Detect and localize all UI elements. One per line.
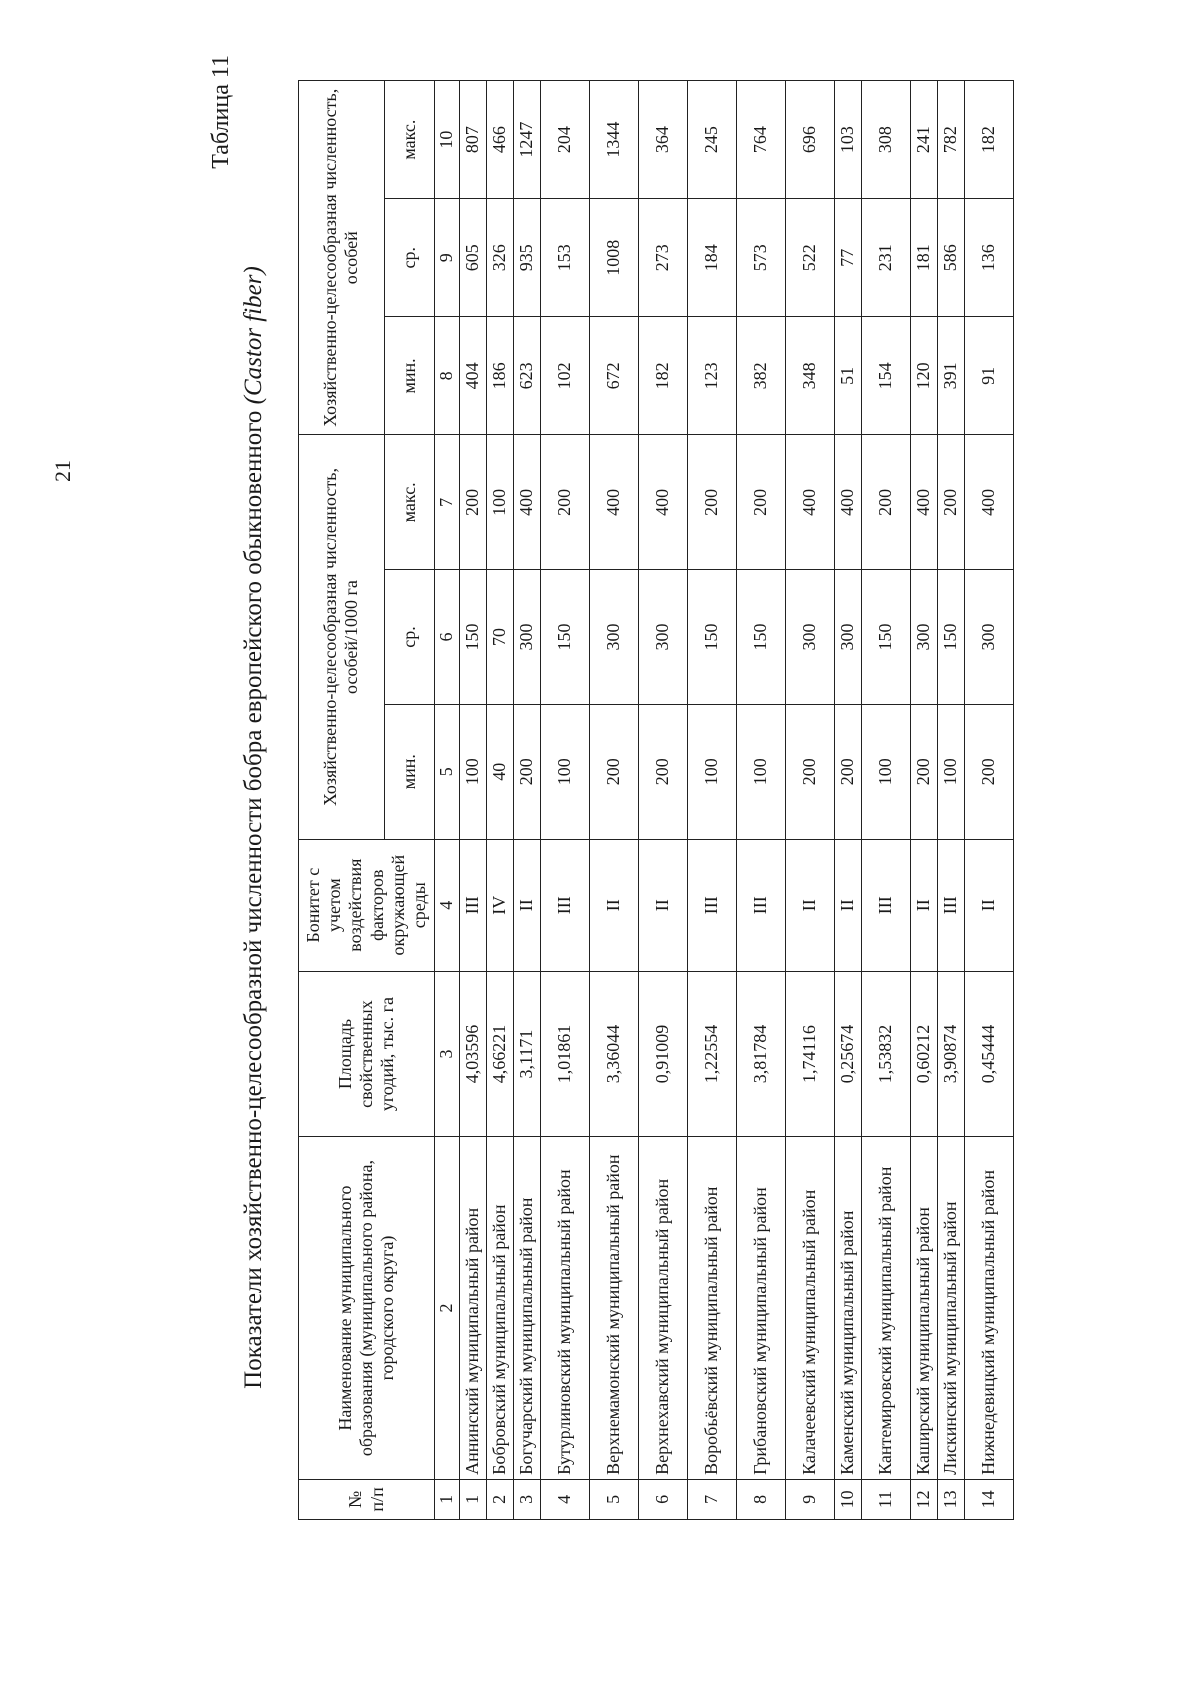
row-number: 4 bbox=[540, 1479, 589, 1519]
area-value: 1,22554 bbox=[687, 971, 736, 1136]
count-min: 91 bbox=[964, 317, 1013, 435]
title-latin: (Castor fiber) bbox=[240, 266, 267, 405]
district-name: Аннинский муниципальный район bbox=[459, 1137, 486, 1480]
row-number: 6 bbox=[638, 1479, 687, 1519]
count-max: 696 bbox=[785, 81, 834, 199]
district-name: Грибановский муниципальный район bbox=[736, 1137, 785, 1480]
column-number: 3 bbox=[435, 971, 459, 1136]
table-title bbox=[240, 55, 268, 1600]
district-name: Каширский муниципальный район bbox=[910, 1137, 937, 1480]
count-min: 391 bbox=[937, 317, 964, 435]
area-value: 3,81784 bbox=[736, 971, 785, 1136]
count-max: 807 bbox=[459, 81, 486, 199]
count-max: 466 bbox=[486, 81, 513, 199]
column-number: 6 bbox=[435, 570, 459, 705]
count-avg: 153 bbox=[540, 199, 589, 317]
district-name: Кантемировский муниципальный район bbox=[861, 1137, 910, 1480]
density-avg: 300 bbox=[513, 570, 540, 705]
density-avg: 150 bbox=[736, 570, 785, 705]
table-row bbox=[459, 81, 486, 1520]
density-avg: 150 bbox=[459, 570, 486, 705]
bonitet-value: III bbox=[687, 839, 736, 971]
density-max: 400 bbox=[589, 435, 638, 570]
count-avg: 586 bbox=[937, 199, 964, 317]
district-name: Каменский муниципальный район bbox=[834, 1137, 861, 1480]
district-name: Воробьёвский муниципальный район bbox=[687, 1137, 736, 1480]
count-max: 204 bbox=[540, 81, 589, 199]
column-number: 5 bbox=[435, 704, 459, 839]
bonitet-value: III bbox=[736, 839, 785, 971]
column-number: 7 bbox=[435, 435, 459, 570]
area-value: 4,03596 bbox=[459, 971, 486, 1136]
count-avg: 1008 bbox=[589, 199, 638, 317]
bonitet-value: II bbox=[964, 839, 1013, 971]
density-avg: 150 bbox=[937, 570, 964, 705]
header-bonitet: Бонитет с учетом воздействия факторов окружающей среды bbox=[299, 839, 435, 971]
column-number: 9 bbox=[435, 199, 459, 317]
density-max: 200 bbox=[861, 435, 910, 570]
count-max: 764 bbox=[736, 81, 785, 199]
count-avg: 522 bbox=[785, 199, 834, 317]
beaver-table bbox=[298, 80, 1014, 1520]
header-count-min: мин. bbox=[384, 317, 434, 435]
bonitet-value: II bbox=[589, 839, 638, 971]
density-max: 400 bbox=[638, 435, 687, 570]
table-row bbox=[861, 81, 910, 1520]
density-avg: 300 bbox=[964, 570, 1013, 705]
table-row bbox=[589, 81, 638, 1520]
density-min: 100 bbox=[459, 704, 486, 839]
row-number: 1 bbox=[459, 1479, 486, 1519]
row-number: 5 bbox=[589, 1479, 638, 1519]
header-name: Наименование муниципального образования (муниципального района, городского округа) bbox=[299, 1137, 435, 1480]
density-avg: 300 bbox=[910, 570, 937, 705]
density-avg: 70 bbox=[486, 570, 513, 705]
count-max: 1344 bbox=[589, 81, 638, 199]
density-avg: 300 bbox=[638, 570, 687, 705]
area-value: 4,66221 bbox=[486, 971, 513, 1136]
row-number: 2 bbox=[486, 1479, 513, 1519]
table-row bbox=[834, 81, 861, 1520]
density-avg: 300 bbox=[834, 570, 861, 705]
area-value: 3,90874 bbox=[937, 971, 964, 1136]
count-avg: 181 bbox=[910, 199, 937, 317]
density-min: 100 bbox=[736, 704, 785, 839]
row-number: 7 bbox=[687, 1479, 736, 1519]
column-number-row bbox=[435, 81, 459, 1520]
count-max: 1247 bbox=[513, 81, 540, 199]
bonitet-value: III bbox=[937, 839, 964, 971]
title-main: Показатели хозяйственно-целесообразной численности бобра европейского обыкновенного bbox=[240, 404, 267, 1389]
row-number: 12 bbox=[910, 1479, 937, 1519]
density-min: 100 bbox=[937, 704, 964, 839]
district-name: Верхнемамонский муниципальный район bbox=[589, 1137, 638, 1480]
count-min: 623 bbox=[513, 317, 540, 435]
bonitet-value: II bbox=[785, 839, 834, 971]
count-max: 782 bbox=[937, 81, 964, 199]
header-num: № п/п bbox=[299, 1479, 435, 1519]
density-avg: 150 bbox=[540, 570, 589, 705]
header-count-avg: ср. bbox=[384, 199, 434, 317]
count-avg: 184 bbox=[687, 199, 736, 317]
district-name: Богучарский муниципальный район bbox=[513, 1137, 540, 1480]
table-body bbox=[459, 81, 1013, 1520]
area-value: 1,01861 bbox=[540, 971, 589, 1136]
bonitet-value: IV bbox=[486, 839, 513, 971]
density-avg: 300 bbox=[589, 570, 638, 705]
bonitet-value: III bbox=[459, 839, 486, 971]
table-row bbox=[785, 81, 834, 1520]
density-max: 200 bbox=[540, 435, 589, 570]
density-min: 200 bbox=[785, 704, 834, 839]
density-avg: 150 bbox=[687, 570, 736, 705]
count-avg: 573 bbox=[736, 199, 785, 317]
count-min: 154 bbox=[861, 317, 910, 435]
bonitet-value: II bbox=[834, 839, 861, 971]
count-max: 308 bbox=[861, 81, 910, 199]
density-min: 200 bbox=[834, 704, 861, 839]
count-min: 348 bbox=[785, 317, 834, 435]
density-max: 400 bbox=[513, 435, 540, 570]
column-number: 1 bbox=[435, 1479, 459, 1519]
rotated-table-sheet bbox=[190, 55, 1090, 1600]
count-max: 241 bbox=[910, 81, 937, 199]
count-min: 51 bbox=[834, 317, 861, 435]
header-area: Площадь свойственных угодий, тыс. га bbox=[299, 971, 435, 1136]
density-max: 400 bbox=[964, 435, 1013, 570]
header-count-max: макс. bbox=[384, 81, 434, 199]
district-name: Лискинский муниципальный район bbox=[937, 1137, 964, 1480]
count-avg: 605 bbox=[459, 199, 486, 317]
area-value: 1,74116 bbox=[785, 971, 834, 1136]
count-min: 120 bbox=[910, 317, 937, 435]
count-min: 672 bbox=[589, 317, 638, 435]
count-min: 382 bbox=[736, 317, 785, 435]
row-number: 3 bbox=[513, 1479, 540, 1519]
density-min: 200 bbox=[589, 704, 638, 839]
density-min: 100 bbox=[540, 704, 589, 839]
row-number: 14 bbox=[964, 1479, 1013, 1519]
area-value: 3,36044 bbox=[589, 971, 638, 1136]
district-name: Нижнедевицкий муниципальный район bbox=[964, 1137, 1013, 1480]
column-number: 2 bbox=[435, 1137, 459, 1480]
count-max: 245 bbox=[687, 81, 736, 199]
bonitet-value: II bbox=[513, 839, 540, 971]
header-density-min: мин. bbox=[384, 704, 434, 839]
count-min: 404 bbox=[459, 317, 486, 435]
area-value: 3,1171 bbox=[513, 971, 540, 1136]
header-density-group: Хозяйственно-целесообразная численность, особей/1000 га bbox=[299, 435, 385, 839]
table-row bbox=[687, 81, 736, 1520]
table-row bbox=[964, 81, 1013, 1520]
count-min: 123 bbox=[687, 317, 736, 435]
area-value: 0,45444 bbox=[964, 971, 1013, 1136]
density-min: 200 bbox=[964, 704, 1013, 839]
count-max: 364 bbox=[638, 81, 687, 199]
density-max: 400 bbox=[785, 435, 834, 570]
count-min: 102 bbox=[540, 317, 589, 435]
table-row bbox=[937, 81, 964, 1520]
count-min: 186 bbox=[486, 317, 513, 435]
area-value: 0,25674 bbox=[834, 971, 861, 1136]
count-avg: 77 bbox=[834, 199, 861, 317]
count-avg: 231 bbox=[861, 199, 910, 317]
bonitet-value: II bbox=[638, 839, 687, 971]
table-row bbox=[736, 81, 785, 1520]
density-max: 200 bbox=[736, 435, 785, 570]
density-avg: 300 bbox=[785, 570, 834, 705]
count-max: 182 bbox=[964, 81, 1013, 199]
density-min: 40 bbox=[486, 704, 513, 839]
district-name: Бобровский муниципальный район bbox=[486, 1137, 513, 1480]
row-number: 8 bbox=[736, 1479, 785, 1519]
table-row bbox=[910, 81, 937, 1520]
column-number: 4 bbox=[435, 839, 459, 971]
header-count-group: Хозяйственно-целесообразная численность, особей bbox=[299, 81, 385, 435]
density-min: 100 bbox=[687, 704, 736, 839]
table-row bbox=[513, 81, 540, 1520]
row-number: 13 bbox=[937, 1479, 964, 1519]
density-min: 200 bbox=[513, 704, 540, 839]
column-number: 8 bbox=[435, 317, 459, 435]
density-min: 200 bbox=[638, 704, 687, 839]
density-min: 200 bbox=[910, 704, 937, 839]
density-avg: 150 bbox=[861, 570, 910, 705]
density-max: 200 bbox=[687, 435, 736, 570]
row-number: 11 bbox=[861, 1479, 910, 1519]
bonitet-value: II bbox=[910, 839, 937, 971]
header-density-max: макс. bbox=[384, 435, 434, 570]
density-max: 200 bbox=[459, 435, 486, 570]
table-row bbox=[540, 81, 589, 1520]
row-number: 10 bbox=[834, 1479, 861, 1519]
density-max: 200 bbox=[937, 435, 964, 570]
district-name: Бутурлиновский муниципальный район bbox=[540, 1137, 589, 1480]
count-avg: 326 bbox=[486, 199, 513, 317]
density-max: 400 bbox=[910, 435, 937, 570]
table-row bbox=[486, 81, 513, 1520]
area-value: 0,60212 bbox=[910, 971, 937, 1136]
table-number: Таблица 11 bbox=[208, 55, 234, 169]
bonitet-value: III bbox=[861, 839, 910, 971]
count-max: 103 bbox=[834, 81, 861, 199]
district-name: Верхнехавский муниципальный район bbox=[638, 1137, 687, 1480]
density-min: 100 bbox=[861, 704, 910, 839]
row-number: 9 bbox=[785, 1479, 834, 1519]
bonitet-value: III bbox=[540, 839, 589, 971]
table-row bbox=[638, 81, 687, 1520]
density-max: 100 bbox=[486, 435, 513, 570]
count-avg: 273 bbox=[638, 199, 687, 317]
district-name: Калачеевский муниципальный район bbox=[785, 1137, 834, 1480]
header-density-avg: ср. bbox=[384, 570, 434, 705]
column-number: 10 bbox=[435, 81, 459, 199]
count-avg: 935 bbox=[513, 199, 540, 317]
area-value: 1,53832 bbox=[861, 971, 910, 1136]
density-max: 400 bbox=[834, 435, 861, 570]
area-value: 0,91009 bbox=[638, 971, 687, 1136]
count-avg: 136 bbox=[964, 199, 1013, 317]
count-min: 182 bbox=[638, 317, 687, 435]
page-number: 21 bbox=[50, 460, 75, 482]
